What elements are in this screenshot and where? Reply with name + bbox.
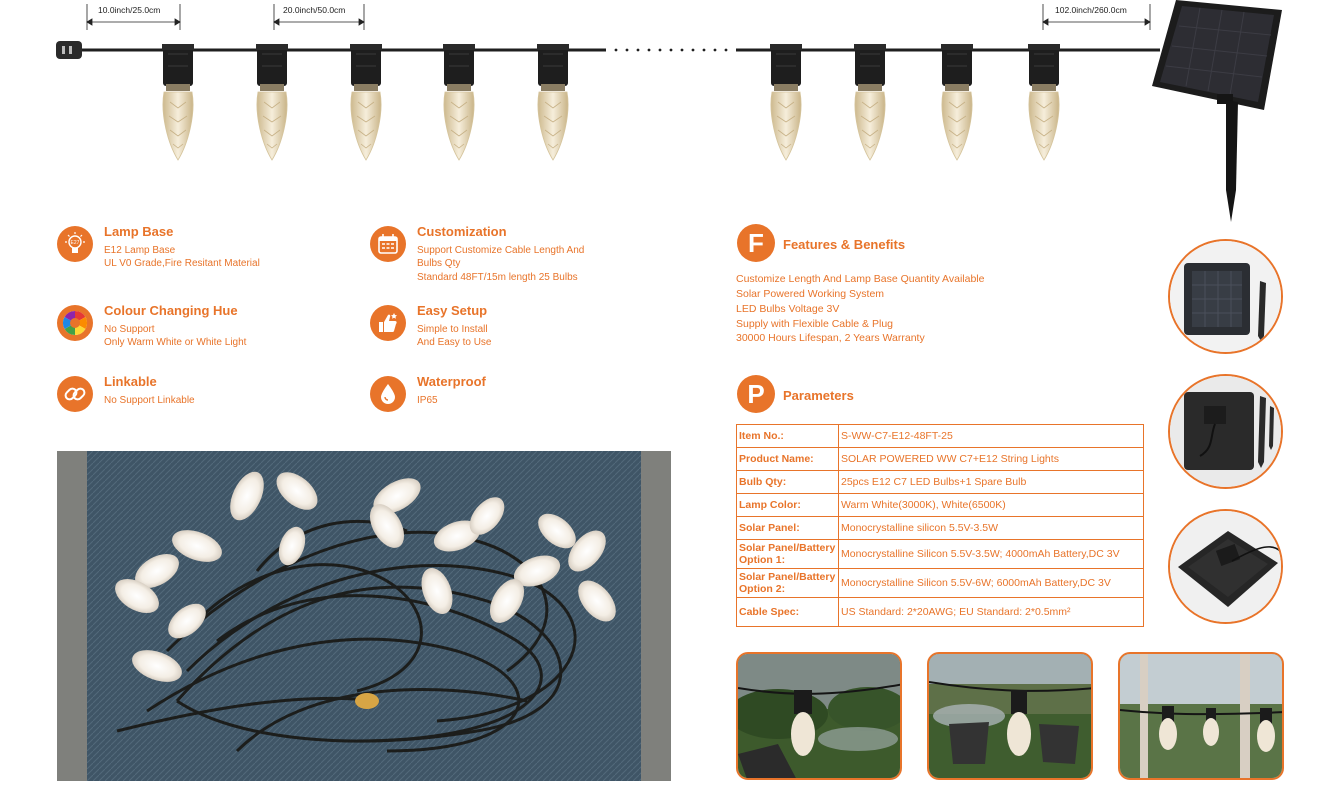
- feature-title: Colour Changing Hue: [104, 303, 238, 318]
- feature-easy-setup: [370, 305, 640, 365]
- table-row: [737, 517, 1144, 540]
- feature-line: UL V0 Grade,Fire Resitant Material: [104, 258, 260, 269]
- parameters-table: [736, 424, 1144, 627]
- parameters-title: Parameters: [783, 388, 854, 403]
- table-row: [737, 448, 1144, 471]
- bulb: [350, 44, 382, 160]
- features-title: Features & Benefits: [783, 237, 906, 252]
- table-row: [737, 494, 1144, 517]
- table-row: [737, 425, 1144, 448]
- water-drop-icon: [370, 376, 406, 412]
- dimension-label-bulb: 20.0inch/50.0cm: [283, 5, 346, 15]
- param-value: Monocrystalline Silicon 5.5V-3.5W; 4000mAh Battery,DC 3V: [839, 540, 1144, 569]
- table-row: [737, 540, 1144, 569]
- table-row: [737, 598, 1144, 627]
- param-key: Lamp Color:: [737, 494, 839, 517]
- feature-linkable: [57, 376, 327, 436]
- feature-colour-changing: [57, 305, 327, 365]
- benefit-item: 30000 Hours Lifespan, 2 Years Warranty: [736, 332, 925, 344]
- param-value: Monocrystalline Silicon 5.5V-6W; 6000mAh Battery,DC 3V: [839, 569, 1144, 598]
- bulb: [770, 44, 802, 160]
- benefit-item: Solar Powered Working System: [736, 288, 885, 300]
- bulb: [162, 44, 194, 160]
- lamp-base-icon: [57, 226, 93, 262]
- param-value: Monocrystalline silicon 5.5V-3.5W: [839, 517, 1144, 540]
- benefit-item: Supply with Flexible Cable & Plug: [736, 318, 893, 330]
- dimension-label-first: 10.0inch/25.0cm: [98, 5, 161, 15]
- param-key: Item No.:: [737, 425, 839, 448]
- param-value: S-WW-C7-E12-48FT-25: [839, 425, 1144, 448]
- feature-line: E12 Lamp Base: [104, 245, 176, 256]
- feature-line: And Easy to Use: [417, 337, 492, 348]
- feature-line: Support Customize Cable Length And: [417, 245, 585, 256]
- solar-panel-front-photo: [1168, 239, 1283, 354]
- solar-panel-back-photo: [1168, 374, 1283, 489]
- bulb: [537, 44, 569, 160]
- param-value: 25pcs E12 C7 LED Bulbs+1 Spare Bulb: [839, 471, 1144, 494]
- param-key: Solar Panel:: [737, 517, 839, 540]
- table-row: [737, 471, 1144, 494]
- feature-title: Waterproof: [417, 374, 486, 389]
- calendar-icon: [370, 226, 406, 262]
- product-photo: [57, 451, 671, 781]
- bulb: [1028, 44, 1060, 160]
- solar-panel-angle-photo: [1168, 509, 1283, 624]
- feature-title: Lamp Base: [104, 224, 174, 239]
- feature-title: Easy Setup: [417, 303, 488, 318]
- string-light-diagram: [0, 0, 1327, 225]
- features-badge: F: [737, 224, 775, 262]
- feature-line: No Support: [104, 324, 155, 335]
- colour-wheel-icon: [57, 305, 93, 341]
- plug-connector: [56, 41, 82, 59]
- link-icon: [57, 376, 93, 412]
- bulb: [941, 44, 973, 160]
- param-value: Warm White(3000K), White(6500K): [839, 494, 1144, 517]
- param-key: Solar Panel/Battery Option 1:: [737, 540, 839, 569]
- param-key: Solar Panel/Battery Option 2:: [737, 569, 839, 598]
- continuation-dots: [615, 49, 728, 52]
- feature-line: Bulbs Qty: [417, 258, 461, 269]
- feature-line: IP65: [417, 395, 438, 406]
- parameters-badge: P: [737, 375, 775, 413]
- bulb: [854, 44, 886, 160]
- benefit-item: LED Bulbs Voltage 3V: [736, 303, 840, 315]
- benefit-item: Customize Length And Lamp Base Quantity Available: [736, 273, 985, 285]
- param-key: Bulb Qty:: [737, 471, 839, 494]
- param-value: SOLAR POWERED WW C7+E12 String Lights: [839, 448, 1144, 471]
- feature-customization: [370, 226, 670, 286]
- scene-photo-garden: [736, 652, 902, 780]
- table-row: [737, 569, 1144, 598]
- feature-line: No Support Linkable: [104, 395, 195, 406]
- param-value: US Standard: 2*20AWG; EU Standard: 2*0.5mm²: [839, 598, 1144, 627]
- thumbs-up-icon: [370, 305, 406, 341]
- feature-line: Standard 48FT/15m length 25 Bulbs: [417, 272, 578, 283]
- feature-lamp-base: [57, 226, 327, 286]
- feature-title: Customization: [417, 224, 507, 239]
- bulb: [443, 44, 475, 160]
- feature-line: Simple to Install: [417, 324, 488, 335]
- feature-line: Only Warm White or White Light: [104, 337, 247, 348]
- solar-panel-illustration: [1152, 0, 1282, 222]
- feature-title: Linkable: [104, 374, 157, 389]
- bulb: [256, 44, 288, 160]
- param-key: Product Name:: [737, 448, 839, 471]
- param-key: Cable Spec:: [737, 598, 839, 627]
- scene-photo-terrace: [1118, 652, 1284, 780]
- feature-waterproof: [370, 376, 640, 436]
- dimension-label-panel: 102.0inch/260.0cm: [1055, 5, 1127, 15]
- svg-text:E27: E27: [70, 240, 80, 246]
- scene-photo-patio: [927, 652, 1093, 780]
